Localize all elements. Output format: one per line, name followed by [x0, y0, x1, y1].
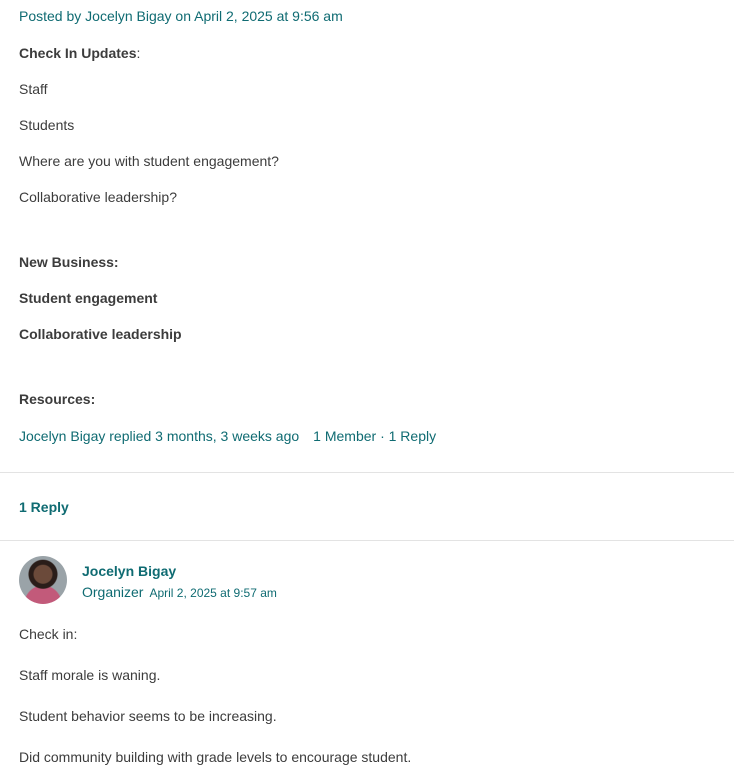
avatar[interactable]: [19, 556, 67, 604]
check-in-heading: Check In Updates: [19, 45, 137, 61]
check-in-heading-line: [19, 44, 140, 62]
topic-line: Collaborative leadership?: [19, 189, 177, 205]
reply-line: Did community building with grade levels to encourage student.: [19, 749, 412, 765]
topic-meta: [19, 427, 436, 445]
topic-line: Staff: [19, 81, 48, 97]
topic-line: Where are you with student engagement?: [19, 153, 279, 169]
new-business-heading: New Business:: [19, 254, 119, 270]
reply-role-row: [82, 583, 277, 602]
check-in-colon: :: [136, 45, 141, 61]
topic-line: Students: [19, 117, 75, 133]
reply-line: Check in:: [19, 626, 78, 642]
reply-date-link[interactable]: April 2, 2025 at 9:57 am: [149, 586, 277, 600]
role-badge: Organizer: [82, 584, 144, 600]
resources-heading: Resources:: [19, 391, 96, 407]
new-business-item: Collaborative leadership: [19, 326, 182, 342]
last-reply-link[interactable]: Jocelyn Bigay replied 3 months, 3 weeks ago: [19, 428, 300, 444]
members-replies-link[interactable]: 1 Member · 1 Reply: [313, 428, 437, 444]
reply-line: Staff morale is waning.: [19, 667, 161, 683]
divider: [0, 472, 734, 473]
posted-by-link[interactable]: Posted by Jocelyn Bigay on April 2, 2025 at 9:56 am: [19, 8, 343, 24]
new-business-item: Student engagement: [19, 290, 158, 306]
divider: [0, 540, 734, 541]
reply-author-link[interactable]: Jocelyn Bigay: [82, 563, 177, 579]
replies-count[interactable]: 1 Reply: [19, 499, 69, 515]
reply-line: Student behavior seems to be increasing.: [19, 708, 277, 724]
